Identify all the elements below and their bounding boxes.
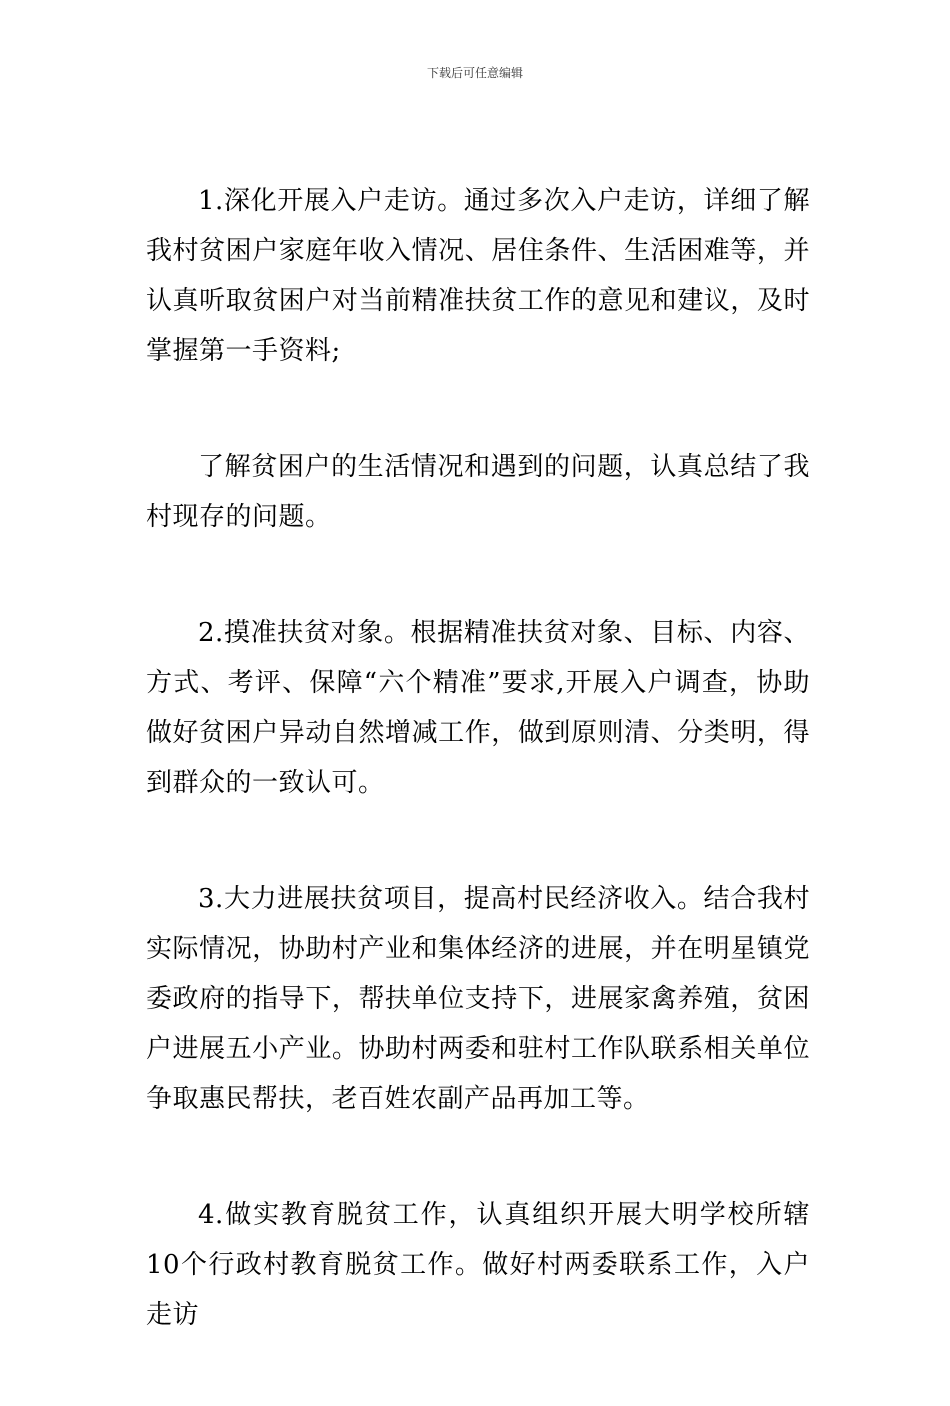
document-body xyxy=(146,176,810,1406)
paragraph-1: 1.深化开展入户走访。通过多次入户走访，详细了解我村贫困户家庭年收入情况、居住条件、生活困难等，并认真听取贫困户对当前精准扶贫工作的意见和建议，及时掌握第一手资料; xyxy=(146,186,810,366)
paragraph-4: 3.大力进展扶贫项目，提高村民经济收入。结合我村实际情况，协助村产业和集体经济的进展，并在明星镇党委政府的指导下，帮扶单位支持下，进展家禽养殖，贫困户进展五小产业。协助村两委和驻村工作队联系相关单位争取惠民帮扶，老百姓农副产品再加工等。 xyxy=(146,884,810,1114)
page-header-note: 下载后可任意编辑 xyxy=(426,66,523,80)
paragraph-5: 4.做实教育脱贫工作，认真组织开展大明学校所辖10个行政村教育脱贫工作。做好村两委联系工作，入户走访 xyxy=(146,1200,810,1330)
paragraph-2: 了解贫困户的生活情况和遇到的问题，认真总结了我村现存的问题。 xyxy=(146,452,810,532)
paragraph-3: 2.摸准扶贫对象。根据精准扶贫对象、目标、内容、方式、考评、保障“六个精准”要求,开展入户调查，协助做好贫困户异动自然增减工作，做到原则清、分类明，得到群众的一致认可。 xyxy=(146,618,810,798)
